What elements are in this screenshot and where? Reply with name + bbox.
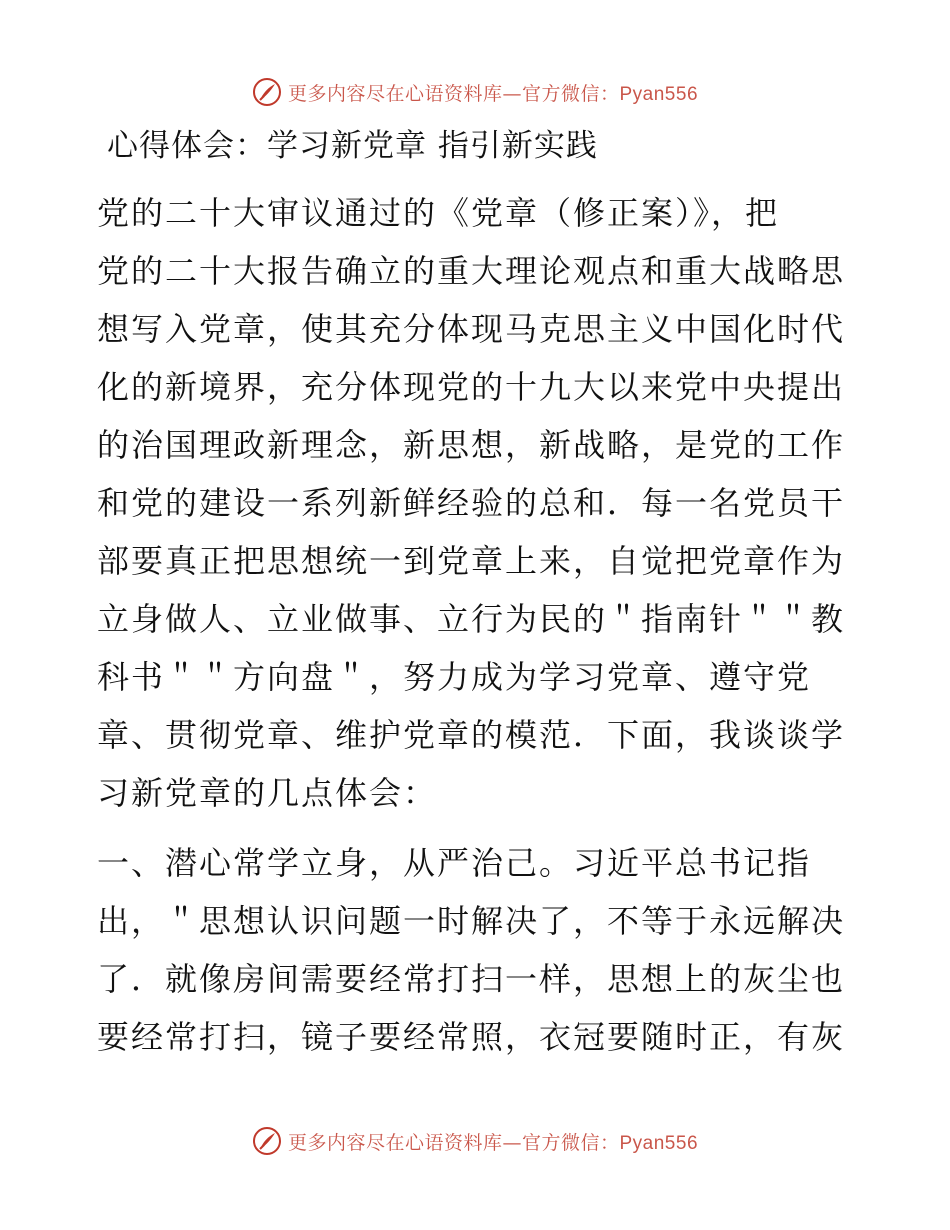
text-line: 要经常打扫，镜子要经常照，衣冠要随时正，有灰 [97, 1018, 846, 1056]
watermark-wechat-id: Pyan556 [619, 83, 699, 105]
text-line: 的治国理政新理念，新思想，新战略，是党的工作 [97, 426, 846, 464]
text-line: 化的新境界，充分体现党的十九大以来党中央提出 [97, 368, 846, 406]
text-line: 党的二十大审议通过的《党章（修正案）》，把 [97, 194, 780, 232]
text-line: 部要真正把思想统一到党章上来，自觉把党章作为 [97, 542, 846, 580]
text-line: 习新党章的几点体会： [97, 774, 438, 812]
text-line: 和党的建设一系列新鲜经验的总和．每一名党员干 [97, 484, 846, 522]
text-line: 了．就像房间需要经常打扫一样，思想上的灰尘也 [97, 960, 846, 998]
quill-logo-icon [252, 77, 282, 107]
text-line: 党的二十大报告确立的重大理论观点和重大战略思 [97, 252, 846, 290]
paragraph-2 [97, 834, 857, 1066]
quill-logo-icon [252, 1126, 282, 1156]
watermark-text: 更多内容尽在心语资料库—官方微信：Pyan556 [287, 1131, 699, 1154]
text-line: 科书＂＂方向盘＂，努力成为学习党章、遵守党 [97, 658, 812, 696]
document-body [97, 118, 857, 1078]
watermark-wechat-id: Pyan556 [619, 1132, 699, 1154]
text-line: 立身做人、立业做事、立行为民的＂指南针＂＂教 [97, 600, 846, 638]
text-line: 出，＂思想认识问题一时解决了，不等于永远解决 [97, 902, 846, 940]
text-line: 想写入党章，使其充分体现马克思主义中国化时代 [97, 310, 846, 348]
text-line: 一、潜心常学立身，从严治己。习近平总书记指 [97, 844, 812, 882]
document-title: 心得体会：学习新党章 指引新实践 [107, 128, 598, 164]
watermark-header [0, 72, 950, 112]
paragraph-1 [97, 184, 857, 822]
watermark-footer [0, 1121, 950, 1161]
watermark-text: 更多内容尽在心语资料库—官方微信：Pyan556 [287, 82, 699, 105]
text-line: 章、贯彻党章、维护党章的模范．下面，我谈谈学 [97, 716, 846, 754]
